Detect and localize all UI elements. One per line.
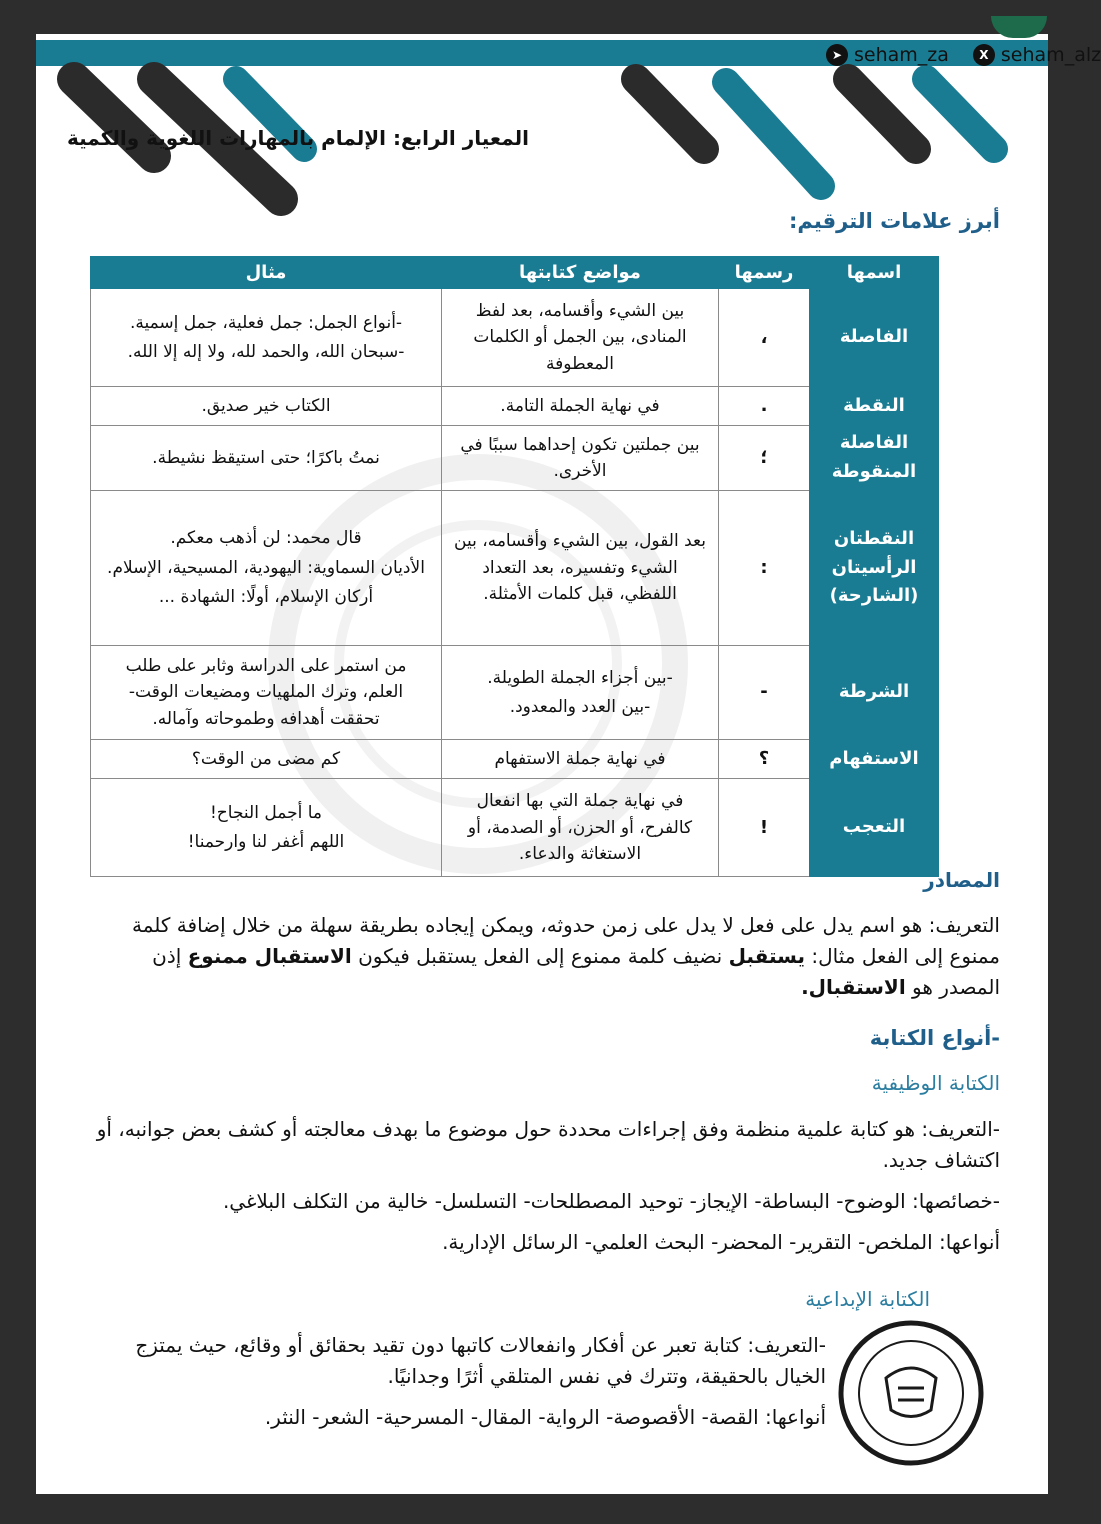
table-row xyxy=(91,645,939,739)
document-page xyxy=(36,34,1101,1494)
creative-types: أنواعها: القصة- الأقصوصة- الرواية- المقال- المسرحية- الشعر- النثر. xyxy=(264,1405,826,1429)
mark-symbol: ؛ xyxy=(719,426,810,491)
mark-symbol: - xyxy=(719,645,810,739)
functional-writing-section xyxy=(95,1114,1000,1258)
column-header: مواضع كتابتها xyxy=(442,257,719,289)
x-icon: X xyxy=(973,44,995,66)
definition-text: التعريف: هو اسم يدل على فعل لا يدل على زمن حدوثه، ويمكن إيجاده بطريقة سهلة من خلال إضافة كلمة ممنوع إلى الفعل مثال: xyxy=(132,913,1000,968)
mark-examples xyxy=(91,779,442,877)
example-line: كم مضى من الوقت؟ xyxy=(191,748,341,769)
social-handle: seham_za xyxy=(854,44,949,66)
table-row xyxy=(91,387,939,426)
functional-types: أنواعها: الملخص- التقرير- المحضر- البحث العلمي- الرسائل الإدارية. xyxy=(442,1230,1000,1254)
mark-examples xyxy=(91,645,442,739)
example-verb: يستقبل xyxy=(728,944,805,968)
mark-places: بين جملتين تكون إحداهما سببًا في الأخرى. xyxy=(442,426,719,491)
table-row xyxy=(91,779,939,877)
functional-heading-wrap xyxy=(872,1068,1000,1099)
definition-text: نضيف كلمة ممنوع إلى الفعل يستقبل فيكون xyxy=(351,944,729,968)
masdar-heading: المصادر xyxy=(923,868,1000,892)
mark-places: في نهاية الجملة التامة. xyxy=(442,387,719,426)
mark-name: الفاصلة المنقوطة xyxy=(810,426,939,491)
mark-examples xyxy=(91,739,442,778)
functional-features: -خصائصها: الوضوح- البساطة- الإيجاز- توحيد المصطلحات- التسلسل- خالية من التكلف البلاغي. xyxy=(222,1189,1000,1213)
mark-examples xyxy=(91,490,442,645)
certification-stamp xyxy=(836,1318,986,1468)
telegram-icon: ➤ xyxy=(826,44,848,66)
social-handles xyxy=(826,44,1101,66)
example-result: الاستقبال ممنوع xyxy=(187,944,352,968)
mark-name: التعجب xyxy=(810,779,939,877)
table-row xyxy=(91,490,939,645)
places-line: -بين أجزاء الجملة الطويلة. xyxy=(487,667,673,688)
mark-places xyxy=(442,645,719,739)
example-line: -سبحان الله، والحمد لله، ولا إله إلا الله. xyxy=(127,342,405,362)
mark-name: الاستفهام xyxy=(810,739,939,778)
example-line: ما أجمل النجاح! xyxy=(209,802,322,823)
column-header: رسمها xyxy=(719,257,810,289)
mark-symbol: ، xyxy=(719,289,810,387)
writing-heading-wrap xyxy=(870,1022,1000,1055)
creative-heading-wrap xyxy=(805,1284,930,1315)
column-header: اسمها xyxy=(810,257,939,289)
social-handle: seham_alz xyxy=(1000,44,1101,66)
mark-symbol: ؟ xyxy=(719,739,810,778)
table-header-row xyxy=(91,257,939,289)
creative-writing-heading: الكتابة الإبداعية xyxy=(805,1287,930,1311)
example-line: نمتُ باكرًا؛ حتى استيقظ نشيطة. xyxy=(152,447,380,468)
mark-places: بعد القول، بين الشيء وأقسامه، بين الشيء وتفسيره، بعد التعداد اللفظي، قبل كلمات الأمثلة. xyxy=(442,490,719,645)
mark-places: في نهاية جملة الاستفهام xyxy=(442,739,719,778)
mark-symbol: ! xyxy=(719,779,810,877)
mark-places: في نهاية جملة التي بها انفعال كالفرح، أو الحزن، أو الصدمة، أو الاستغاثة والدعاء. xyxy=(442,779,719,877)
punctuation-table xyxy=(90,256,939,877)
table-row xyxy=(91,426,939,491)
creative-writing-section xyxy=(86,1330,826,1433)
table-row xyxy=(91,289,939,387)
example-line: الكتاب خير صديق. xyxy=(201,396,331,416)
creative-definition: -التعريف: كتابة تعبر عن أفكار وانفعالات كاتبها دون تقيد بحقائق أو وقائع، حيث يمتزج الخيال بالحقيقة، وتترك في نفس المتلقي أثرًا وجدانيًا. xyxy=(135,1333,826,1388)
masdar-section xyxy=(95,910,1000,1003)
example-line: أركان الإسلام، أولًا: الشهادة ... xyxy=(158,587,374,608)
example-line: اللهم أغفر لنا وارحمنا! xyxy=(187,832,345,853)
page-title: المعيار الرابع: الإلمام بالمهارات اللغوية والكمية xyxy=(67,126,529,150)
mark-symbol: . xyxy=(719,387,810,426)
mark-name: النقطة xyxy=(810,387,939,426)
example-line: من استمر على الدراسة وثابر على طلب العلم، وترك الملهيات ومضيعات الوقت- تحققت أهدافه وطموحاته وآماله. xyxy=(125,655,407,729)
mark-places: بين الشيء وأقسامه، بعد لفظ المنادى، بين الجمل أو الكلمات المعطوفة xyxy=(442,289,719,387)
functional-writing-heading: الكتابة الوظيفية xyxy=(871,1071,1000,1095)
mark-examples xyxy=(91,387,442,426)
mark-name: الفاصلة xyxy=(810,289,939,387)
punctuation-heading: أبرز علامات الترقيم: xyxy=(788,209,1000,233)
table-row xyxy=(91,739,939,778)
mark-symbol: : xyxy=(719,490,810,645)
masdar-definition xyxy=(95,910,1000,1003)
functional-definition: -التعريف: هو كتابة علمية منظمة وفق إجراءات محددة حول موضوع ما بهدف معالجته أو كشف بعض جوانبه، أو اكتشاف جديد. xyxy=(96,1117,1000,1172)
mark-examples xyxy=(91,289,442,387)
example-line: -أنواع الجمل: جمل فعلية، جمل إسمية. xyxy=(129,312,403,333)
mark-name: النقطتان الرأسيتان (الشارحة) xyxy=(810,490,939,645)
definition-text: إذن المصدر هو xyxy=(152,944,1000,999)
mark-examples xyxy=(91,426,442,491)
masdar-answer: الاستقبال. xyxy=(801,975,906,999)
mark-name: الشرطة xyxy=(810,645,939,739)
writing-types-heading: -أنواع الكتابة xyxy=(869,1026,1000,1050)
places-line: -بين العدد والمعدود. xyxy=(509,696,651,717)
column-header: مثال xyxy=(91,257,442,289)
example-line: الأديان السماوية: اليهودية، المسيحية، الإسلام. xyxy=(107,557,425,578)
example-line: قال محمد: لن أذهب معكم. xyxy=(170,528,362,549)
